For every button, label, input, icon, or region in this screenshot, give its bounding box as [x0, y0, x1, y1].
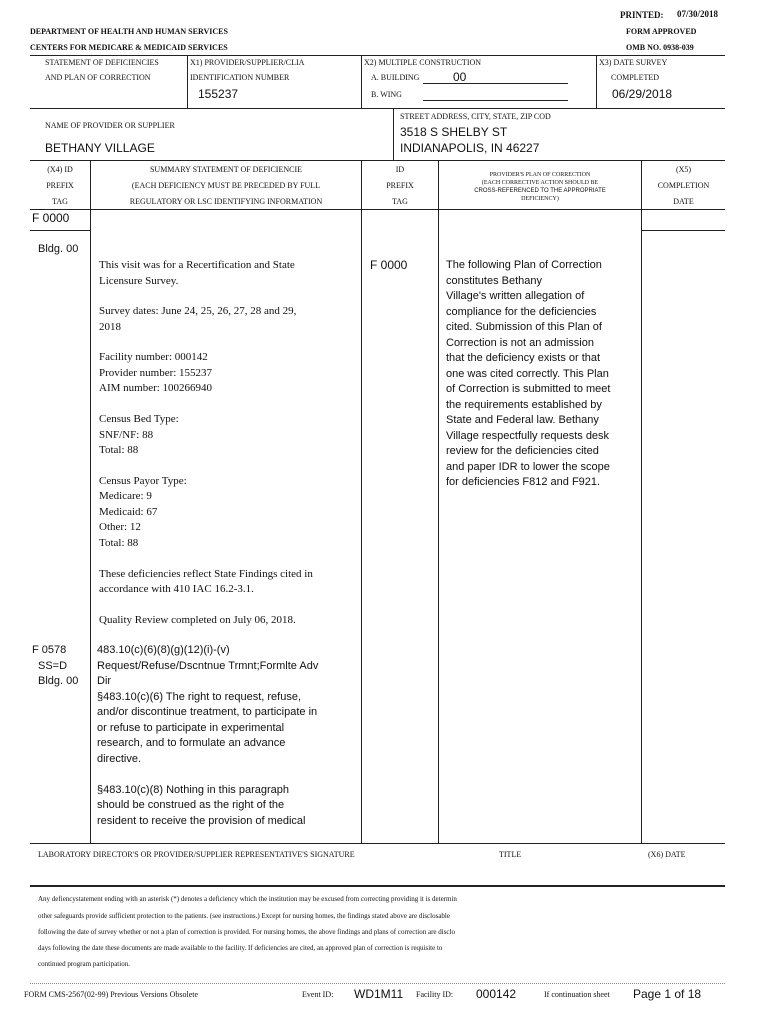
plan-line-11: State and Federal law. Bethany: [446, 414, 599, 426]
disclaimer-line-2: other safeguards provide sufficient protection to the patients. (see instructions.) Except for nursing homes, the findings stated above are disclosable: [38, 912, 450, 920]
printed-label: PRINTED:: [620, 10, 664, 20]
street-address-line-2: INDIANAPOLIS, IN 46227: [400, 141, 540, 155]
continuation-label: If continuation sheet: [544, 990, 610, 999]
x4-tag-header: TAG: [52, 197, 68, 206]
other: Other: 12: [99, 521, 141, 533]
provider-id-label-1: X1) PROVIDER/SUPPLIER/CLIA: [190, 58, 305, 67]
severity-ssd: SS=D: [38, 660, 68, 672]
x5-header: (X5): [675, 165, 692, 174]
plan-line-10: the requirements established by: [446, 399, 602, 411]
signature-label: LABORATORY DIRECTOR'S OR PROVIDER/SUPPLIER REPRESENTATIVE'S SIGNATURE: [38, 850, 355, 859]
reg-line-10: should be construed as the right of the: [97, 799, 285, 811]
date-survey-label-2: COMPLETED: [611, 73, 659, 82]
date-survey-value: 06/29/2018: [612, 87, 673, 101]
quality-review: Quality Review completed on July 06, 2018.: [99, 614, 296, 626]
survey-dates-2: 2018: [99, 321, 121, 333]
plan-line-1: The following Plan of Correction: [446, 259, 602, 271]
visit-text-2: Licensure Survey.: [99, 275, 179, 287]
survey-dates-1: Survey dates: June 24, 25, 26, 27, 28 and 29,: [99, 305, 297, 317]
disclaimer-line-3: following the date of survey whether or not a plan of correction is provided. For nursing homes, the above findings and plans of correction are disclo: [38, 928, 455, 936]
provider-number: Provider number: 155237: [99, 367, 213, 379]
total-bed: Total: 88: [99, 444, 139, 456]
reg-line-5: and/or discontinue treatment, to participate in: [97, 706, 318, 718]
visit-text-1: This visit was for a Recertification and State: [99, 259, 295, 271]
plan-line-6: Correction is not an admission: [446, 337, 594, 349]
title-label: TITLE: [499, 850, 522, 859]
facility-id-value: 000142: [476, 987, 517, 1001]
medicare: Medicare: 9: [99, 490, 152, 502]
facility-id-label: Facility ID:: [416, 990, 454, 999]
building-label: A. BUILDING: [371, 73, 420, 82]
form-approved: FORM APPROVED: [626, 27, 697, 36]
event-id-label: Event ID:: [302, 990, 334, 999]
statement-label-1: STATEMENT OF DEFICIENCIES: [45, 58, 159, 67]
plan-header-3: CROSS-REFERENCED TO THE APPROPRIATE: [474, 188, 606, 194]
total-payor: Total: 88: [99, 537, 139, 549]
street-address-label: STREET ADDRESS, CITY, STATE, ZIP COD: [400, 112, 551, 121]
medicaid: Medicaid: 67: [99, 506, 158, 518]
omb-number: OMB NO. 0938-039: [626, 43, 694, 52]
reg-line-3: Dir: [97, 675, 112, 687]
bldg-00: Bldg. 00: [38, 243, 79, 255]
plan-header-1: PROVIDER'S PLAN OF CORRECTION: [489, 172, 591, 178]
plan-line-3: Village's written allegation of: [446, 290, 585, 302]
reg-line-7: research, and to formulate an advance: [97, 737, 286, 749]
centers-title: CENTERS FOR MEDICARE & MEDICAID SERVICES: [30, 43, 228, 52]
wing-label: B. WING: [371, 90, 402, 99]
plan-line-8: one was cited correctly. This Plan: [446, 368, 609, 380]
reg-line-9: §483.10(c)(8) Nothing in this paragraph: [97, 784, 290, 796]
id-tag-header: TAG: [392, 197, 408, 206]
department-title: DEPARTMENT OF HEALTH AND HUMAN SERVICES: [30, 27, 228, 36]
form-number: FORM CMS-2567(02-99) Previous Versions Obsolete: [24, 990, 199, 999]
summary-header-1: SUMMARY STATEMENT OF DEFICIENCIE: [149, 165, 303, 174]
x6-date-label: (X6) DATE: [648, 850, 686, 859]
date-header: DATE: [673, 197, 694, 206]
snf-nf: SNF/NF: 88: [99, 429, 154, 441]
summary-header-3: REGULATORY OR LSC IDENTIFYING INFORMATION: [129, 197, 323, 206]
plan-line-13: review for the deficiencies cited: [446, 445, 599, 457]
plan-line-2: constitutes Bethany: [446, 275, 543, 287]
reg-line-2: Request/Refuse/Dscntnue Trmnt;Formlte Adv: [97, 660, 319, 672]
event-id-value: WD1M11: [354, 987, 404, 1001]
provider-id-label-2: IDENTIFICATION NUMBER: [190, 73, 290, 82]
plan-line-5: cited. Submission of this Plan of: [446, 321, 602, 333]
census-payor-type: Census Payor Type:: [99, 475, 187, 487]
page-number: Page 1 of 18: [633, 987, 702, 1001]
provider-name-value: BETHANY VILLAGE: [45, 141, 155, 155]
disclaimer-line-4: days following the date these documents are made available to the facility. If deficiencies are cited, an approved plan of correction is requisite to: [38, 944, 443, 952]
plan-line-9: of Correction is submitted to meet: [446, 383, 611, 395]
statement-label-2: AND PLAN OF CORRECTION: [45, 73, 151, 82]
plan-line-4: compliance for the deficiencies: [446, 306, 597, 318]
reg-line-6: or refuse to participate in experimental: [97, 722, 285, 734]
building-value: 00: [453, 70, 467, 84]
findings-text-1: These deficiencies reflect State Findings cited in: [99, 568, 313, 580]
summary-header-2: (EACH DEFICIENCY MUST BE PRECEDED BY FULL: [131, 181, 321, 190]
plan-header-4: DEFICIENCY): [521, 196, 559, 202]
x4-id-header: (X4) ID: [47, 165, 73, 174]
aim-number: AIM number: 100266940: [99, 382, 213, 394]
plan-line-12: Village respectfully requests desk: [446, 430, 610, 442]
multiple-construction-label: X2) MULTIPLE CONSTRUCTION: [364, 58, 482, 67]
reg-line-8: directive.: [97, 753, 142, 765]
reg-line-11: resident to receive the provision of medical: [97, 815, 306, 827]
reg-line-4: §483.10(c)(6) The right to request, refuse,: [97, 691, 302, 703]
completion-header: COMPLETION: [657, 181, 710, 190]
disclaimer-line-1: Any defiencystatement ending with an asterisk (*) denotes a deficiency which the institution may be excused from correcting providing it is determin: [38, 895, 457, 903]
printed-date: 07/30/2018: [677, 9, 719, 19]
plan-line-14: and paper IDR to lower the scope: [446, 461, 610, 473]
provider-id-value: 155237: [198, 87, 239, 101]
x4-prefix-header: PREFIX: [46, 181, 74, 190]
census-bed-type: Census Bed Type:: [99, 413, 179, 425]
plan-header-2: (EACH CORRECTIVE ACTION SHOULD BE: [481, 180, 599, 186]
street-address-line-1: 3518 S SHELBY ST: [400, 125, 508, 139]
bldg-00-second: Bldg. 00: [38, 675, 79, 687]
plan-line-7: that the deficiency exists or that: [446, 352, 601, 364]
provider-name-label: NAME OF PROVIDER OR SUPPLIER: [45, 121, 175, 130]
tag-f0000: F 0000: [32, 211, 70, 225]
id-header: ID: [395, 165, 405, 174]
facility-number: Facility number: 000142: [99, 351, 208, 363]
id-tag-f0000: F 0000: [370, 258, 408, 272]
tag-f0578: F 0578: [32, 644, 67, 656]
disclaimer-line-5: continued program participation.: [38, 960, 130, 968]
date-survey-label-1: X3) DATE SURVEY: [599, 58, 668, 67]
plan-line-15: for deficiencies F812 and F921.: [446, 476, 601, 488]
findings-text-2: accordance with 410 IAC 16.2-3.1.: [99, 583, 254, 595]
id-prefix-header: PREFIX: [386, 181, 414, 190]
reg-line-1: 483.10(c)(6)(8)(g)(12)(i)-(v): [97, 644, 230, 656]
